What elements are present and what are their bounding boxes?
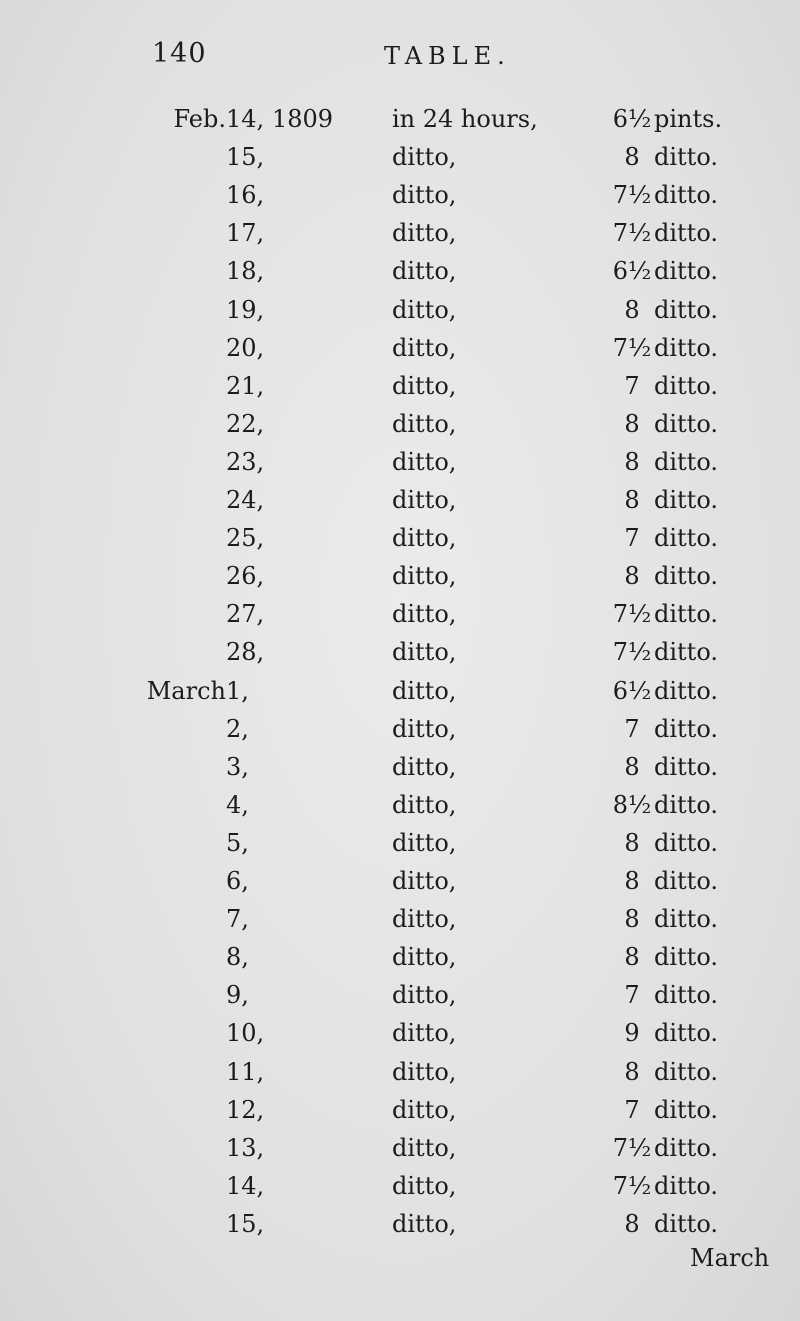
table-row (0, 938, 800, 976)
row-period: ditto, (392, 1019, 457, 1048)
row-day: 15, (226, 143, 265, 172)
row-unit: ditto. (654, 447, 718, 476)
row-period: ditto, (392, 1133, 457, 1162)
row-amount: 8 (624, 867, 640, 895)
row-amount: 7 (624, 714, 640, 743)
row-day: 12, (226, 1095, 265, 1124)
row-period: ditto, (392, 486, 457, 514)
row-day: 20, (226, 333, 265, 362)
row-amount: 6½ (612, 676, 652, 705)
row-unit: ditto. (654, 524, 718, 553)
row-amount: 8 (624, 409, 640, 438)
table-row (0, 329, 800, 367)
row-amount: 7½ (612, 1171, 652, 1200)
row-period: ditto, (392, 409, 457, 438)
table-row (0, 252, 800, 290)
row-day: 24, (226, 486, 265, 514)
row-day: 5, (226, 828, 249, 857)
row-day: 11, (226, 1057, 265, 1086)
row-day: 3, (226, 752, 249, 781)
row-unit: ditto. (654, 1019, 718, 1048)
table-row (0, 1091, 800, 1129)
table-row (0, 1014, 800, 1052)
running-head: TABLE. (384, 42, 511, 70)
row-unit: ditto. (654, 943, 718, 972)
table-row (0, 443, 800, 481)
row-unit: ditto. (654, 333, 718, 362)
row-amount: 8 (624, 943, 640, 972)
table-row (0, 976, 800, 1014)
row-amount: 7 (624, 1095, 640, 1124)
row-amount: 8 (624, 1209, 640, 1238)
table-row (0, 519, 800, 557)
table-row (0, 595, 800, 633)
row-unit: ditto. (654, 181, 718, 210)
row-amount: 9 (624, 1019, 640, 1048)
table-row (0, 672, 800, 710)
row-amount: 8 (624, 447, 640, 476)
row-unit: ditto. (654, 714, 718, 743)
row-day: 26, (226, 562, 265, 591)
row-day: 14, (226, 1171, 265, 1200)
row-period: ditto, (392, 143, 457, 172)
row-unit: ditto. (654, 1133, 718, 1162)
row-unit: ditto. (654, 1209, 718, 1238)
table-row (0, 176, 800, 214)
row-amount: 8 (624, 143, 640, 172)
row-period: ditto, (392, 752, 457, 781)
catchword: March (690, 1244, 770, 1272)
row-period: ditto, (392, 905, 457, 934)
row-unit: ditto. (654, 867, 718, 895)
row-amount: 7 (624, 371, 640, 400)
row-amount: 8 (624, 905, 640, 934)
row-day: 18, (226, 257, 265, 286)
table-row (0, 214, 800, 252)
row-day: 16, (226, 181, 265, 210)
row-day: 1, (226, 676, 249, 705)
row-unit: ditto. (654, 219, 718, 248)
row-period: ditto, (392, 1095, 457, 1124)
table-row (0, 481, 800, 519)
row-day: 27, (226, 600, 265, 629)
table-row (0, 367, 800, 405)
row-day: 15, (226, 1209, 265, 1238)
row-day: 23, (226, 447, 265, 476)
row-day: 6, (226, 867, 249, 895)
row-day: 14, (226, 105, 265, 133)
row-period: in 24 hours, (392, 105, 538, 133)
table-row (0, 138, 800, 176)
row-period: ditto, (392, 828, 457, 857)
row-day: 13, (226, 1133, 265, 1162)
row-period: ditto, (392, 676, 457, 705)
row-amount: 7½ (612, 181, 652, 210)
row-period: ditto, (392, 524, 457, 553)
row-day: 7, (226, 905, 249, 934)
row-unit: ditto. (654, 638, 718, 667)
row-period: ditto, (392, 790, 457, 819)
row-unit: pints. (654, 105, 723, 133)
page-number: 140 (152, 38, 207, 69)
row-amount: 7½ (612, 638, 652, 667)
row-amount: 7½ (612, 600, 652, 629)
row-period: ditto, (392, 447, 457, 476)
row-amount: 7 (624, 981, 640, 1010)
row-day: 4, (226, 790, 249, 819)
table-row (0, 1205, 800, 1243)
row-unit: ditto. (654, 295, 718, 324)
row-amount: 7 (624, 524, 640, 553)
table-row (0, 405, 800, 443)
table-row (0, 824, 800, 862)
row-period: ditto, (392, 714, 457, 743)
row-amount: 8½ (612, 790, 652, 819)
row-period: ditto, (392, 1209, 457, 1238)
table-row (0, 1167, 800, 1205)
row-unit: ditto. (654, 676, 718, 705)
table-row (0, 900, 800, 938)
table-row (0, 1129, 800, 1167)
row-unit: ditto. (654, 371, 718, 400)
row-period: ditto, (392, 600, 457, 629)
row-day: 8, (226, 943, 249, 972)
row-unit: ditto. (654, 257, 718, 286)
row-unit: ditto. (654, 1057, 718, 1086)
row-period: ditto, (392, 638, 457, 667)
row-period: ditto, (392, 219, 457, 248)
row-day: 9, (226, 981, 249, 1010)
row-period: ditto, (392, 295, 457, 324)
row-unit: ditto. (654, 600, 718, 629)
row-day: 25, (226, 524, 265, 553)
row-amount: 6½ (612, 105, 652, 133)
row-unit: ditto. (654, 562, 718, 591)
table-row (0, 862, 800, 900)
row-period: ditto, (392, 562, 457, 591)
row-period: ditto, (392, 981, 457, 1010)
row-day: 17, (226, 219, 265, 248)
row-unit: ditto. (654, 143, 718, 172)
row-amount: 7½ (612, 219, 652, 248)
row-amount: 8 (624, 828, 640, 857)
row-unit: ditto. (654, 409, 718, 438)
row-amount: 8 (624, 295, 640, 324)
row-period: ditto, (392, 333, 457, 362)
row-period: ditto, (392, 257, 457, 286)
row-amount: 8 (624, 752, 640, 781)
table-row (0, 786, 800, 824)
row-unit: ditto. (654, 1171, 718, 1200)
row-year: 1809 (272, 105, 334, 133)
row-unit: ditto. (654, 790, 718, 819)
row-month: March (146, 676, 226, 705)
row-amount: 8 (624, 562, 640, 591)
table-row (0, 710, 800, 748)
row-amount: 8 (624, 486, 640, 514)
row-day: 21, (226, 371, 265, 400)
row-amount: 7½ (612, 333, 652, 362)
table-row (0, 1053, 800, 1091)
row-day: 19, (226, 295, 265, 324)
table-row (0, 100, 800, 138)
row-day: 28, (226, 638, 265, 667)
table-row (0, 557, 800, 595)
row-day: 10, (226, 1019, 265, 1048)
row-amount: 7½ (612, 1133, 652, 1162)
row-amount: 8 (624, 1057, 640, 1086)
row-period: ditto, (392, 1171, 457, 1200)
row-amount: 6½ (612, 257, 652, 286)
row-unit: ditto. (654, 905, 718, 934)
row-period: ditto, (392, 1057, 457, 1086)
row-month: Feb. (173, 105, 226, 133)
row-period: ditto, (392, 371, 457, 400)
row-unit: ditto. (654, 752, 718, 781)
row-day: 2, (226, 714, 249, 743)
table-row (0, 633, 800, 671)
row-period: ditto, (392, 943, 457, 972)
row-unit: ditto. (654, 981, 718, 1010)
row-period: ditto, (392, 867, 457, 895)
table-row (0, 748, 800, 786)
table-row (0, 291, 800, 329)
row-unit: ditto. (654, 486, 718, 514)
row-period: ditto, (392, 181, 457, 210)
row-day: 22, (226, 409, 265, 438)
row-unit: ditto. (654, 1095, 718, 1124)
row-unit: ditto. (654, 828, 718, 857)
